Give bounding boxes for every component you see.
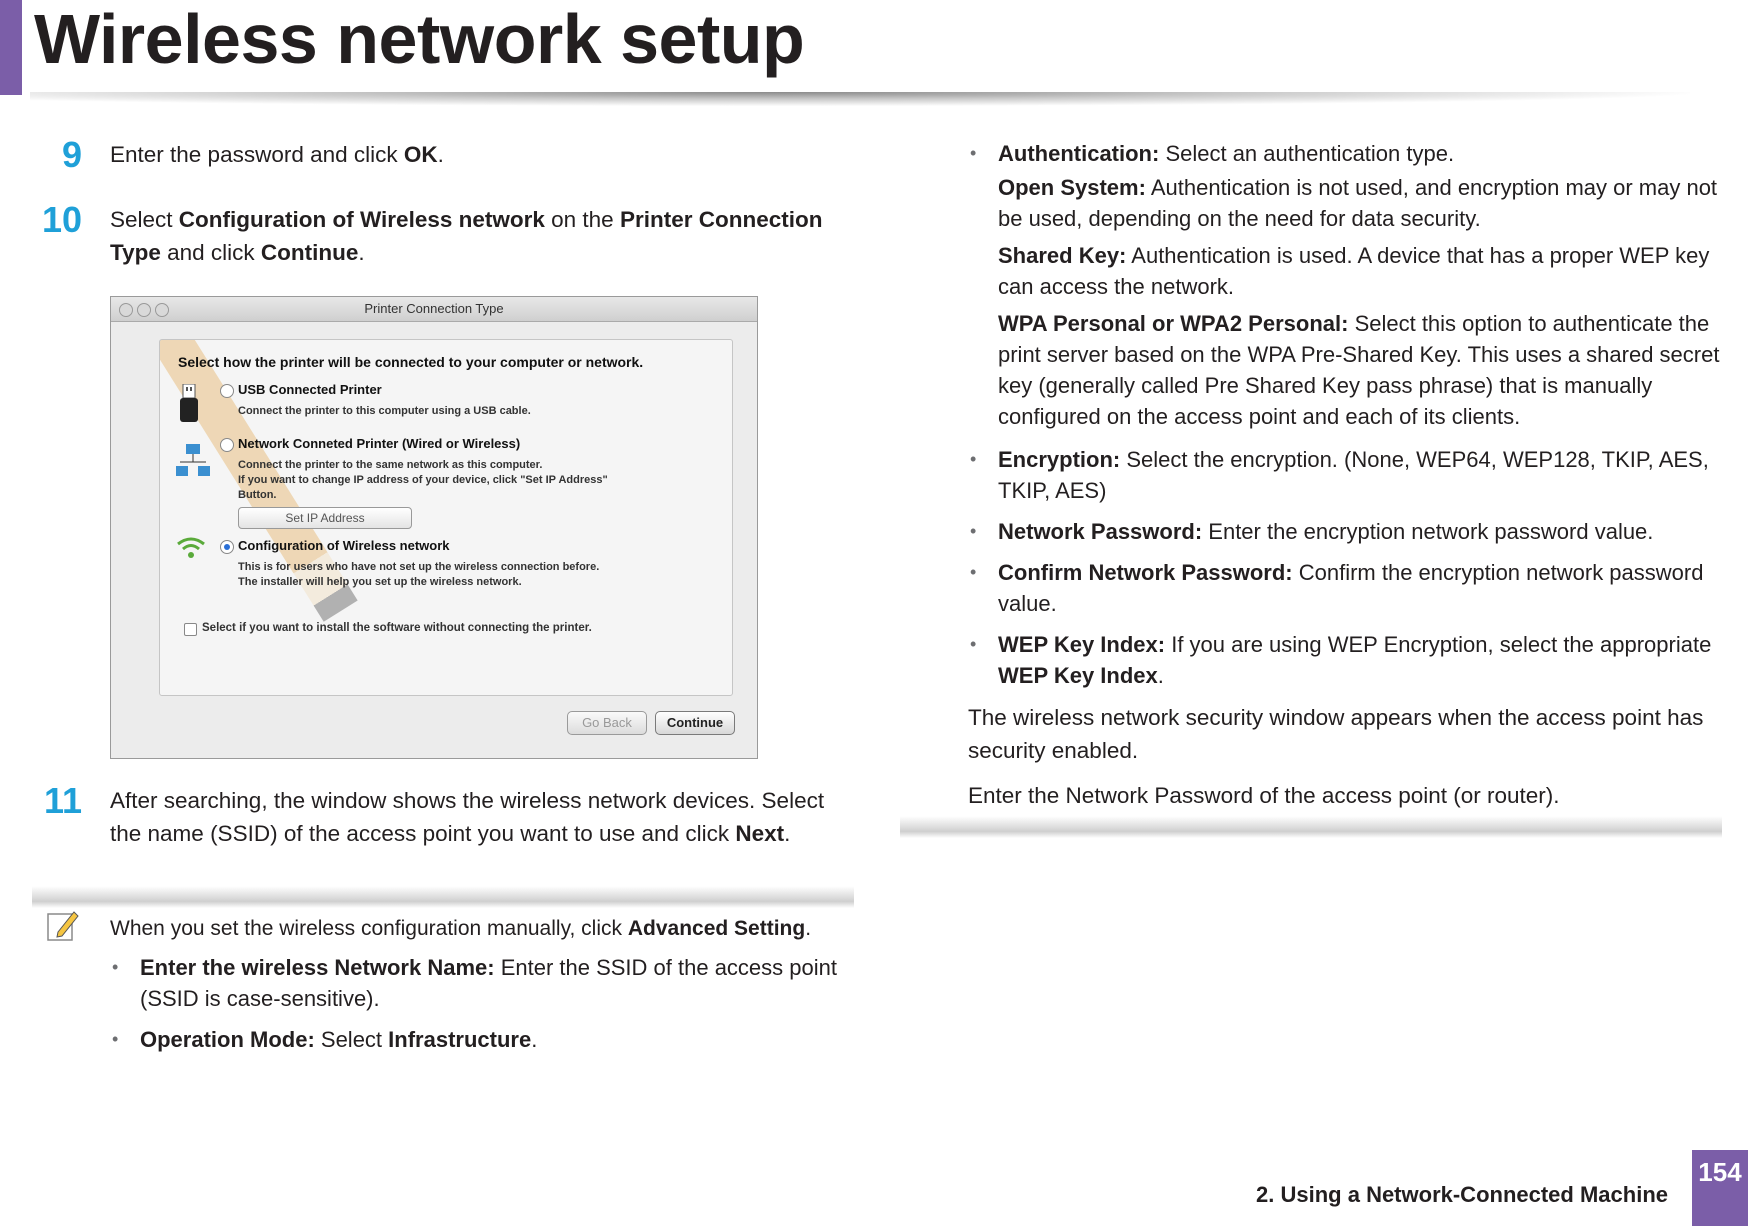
bold-term: Infrastructure xyxy=(388,1027,532,1052)
usb-option-title[interactable]: USB Connected Printer xyxy=(238,382,382,397)
bold-term: Network Password: xyxy=(998,519,1203,544)
minimize-window-icon[interactable] xyxy=(137,303,151,317)
wireless-option-radio[interactable] xyxy=(220,540,234,554)
right-note-divider xyxy=(900,816,1722,838)
list-item xyxy=(968,138,1728,169)
text: Authentication is not used, and encryption may or may not be used, depending on the need for data security. xyxy=(998,175,1718,231)
header-accent-bar xyxy=(0,0,22,95)
text: Authentication is used. A device that has a proper WEP key can access the network. xyxy=(998,243,1710,299)
dialog-title: Printer Connection Type xyxy=(364,301,504,316)
go-back-button[interactable]: Go Back xyxy=(567,711,647,735)
auth-open-system xyxy=(998,172,1728,234)
bold-term: Encryption: xyxy=(998,447,1121,472)
text: Enter the SSID of the access point (SSID is case-sensitive). xyxy=(140,955,837,1011)
list-item xyxy=(968,557,1728,619)
desc-line: The installer will help you set up the wireless network. xyxy=(238,576,522,588)
auth-list xyxy=(968,138,1728,169)
page-number: 154 xyxy=(1692,1150,1748,1226)
list-item xyxy=(968,629,1728,691)
dialog-panel xyxy=(159,339,733,696)
zoom-window-icon[interactable] xyxy=(155,303,169,317)
wireless-option-title[interactable]: Configuration of Wireless network xyxy=(238,538,450,553)
network-option-radio[interactable] xyxy=(220,438,234,452)
bold-term: Advanced Setting xyxy=(627,917,806,940)
text: After searching, the window shows the wireless network devices. Select the name (SSID) of the access point you want to use and click xyxy=(110,788,825,846)
text: . xyxy=(784,821,791,846)
note-divider xyxy=(32,886,854,908)
text: If you are using WEP Encryption, select the appropriate xyxy=(1165,632,1712,657)
bold-term: Printer Connection Type xyxy=(110,207,823,265)
list-item xyxy=(110,1024,860,1055)
security-list xyxy=(968,444,1728,691)
bold-term: Enter the wireless Network Name: xyxy=(140,955,495,980)
text: Select xyxy=(314,1027,389,1052)
bold-term: OK xyxy=(403,142,438,167)
usb-option-radio[interactable] xyxy=(220,384,234,398)
text: . xyxy=(805,917,812,940)
step-text xyxy=(110,784,850,850)
text: . xyxy=(358,240,365,265)
note-content xyxy=(110,914,860,1065)
step-number: 11 xyxy=(43,780,82,821)
checkbox-label[interactable]: Select if you want to install the software without connecting the printer. xyxy=(202,622,592,634)
set-ip-address-button[interactable]: Set IP Address xyxy=(238,507,412,529)
list-item xyxy=(110,952,860,1014)
text: Select the encryption. (None, WEP64, WEP128, TKIP, AES, TKIP, AES) xyxy=(998,447,1709,503)
bold-term: Open System: xyxy=(998,175,1146,200)
auth-shared-key xyxy=(998,240,1728,302)
network-option-desc xyxy=(238,458,608,503)
text: Select xyxy=(110,207,179,232)
list-item xyxy=(968,444,1728,506)
text: and click xyxy=(160,240,261,265)
network-icon xyxy=(176,444,210,480)
note-intro xyxy=(110,914,860,944)
step-text xyxy=(110,203,850,269)
desc-line: If you want to change IP address of your device, click "Set IP Address" xyxy=(238,474,608,486)
title-divider xyxy=(30,92,1690,106)
text: Select this option to authenticate the print server based on the WPA Pre-Shared Key. This uses a shared secret key (generally called Pre Shared Key pass phrase) that is manually configured on the access point and each of its clients. xyxy=(998,311,1720,429)
bold-term: Confirm Network Password: xyxy=(998,560,1293,585)
text: Enter the password and click xyxy=(110,142,404,167)
printer-connection-dialog xyxy=(110,296,758,759)
security-window-paragraph: The wireless network security window appears when the access point has security enabled. xyxy=(968,705,1704,763)
note-pencil-icon xyxy=(46,908,80,942)
bold-term: Configuration of Wireless network xyxy=(178,207,545,232)
bold-term: Operation Mode: xyxy=(140,1027,315,1052)
step-10 xyxy=(40,199,850,269)
text: . xyxy=(531,1027,538,1052)
dialog-heading: Select how the printer will be connected to your computer or network. xyxy=(178,354,644,370)
chapter-label: 2. Using a Network-Connected Machine xyxy=(1256,1182,1668,1207)
text: on the xyxy=(544,207,620,232)
network-option-title[interactable]: Network Conneted Printer (Wired or Wireless) xyxy=(238,436,521,451)
install-without-printer-checkbox[interactable] xyxy=(184,623,197,636)
right-column xyxy=(968,138,1728,824)
bold-term: Shared Key: xyxy=(998,243,1127,268)
bold-term: Next xyxy=(735,821,785,846)
text: Confirm the encryption network password value. xyxy=(998,560,1704,616)
wireless-option-desc xyxy=(238,560,599,590)
bold-term: WEP Key Index xyxy=(998,663,1158,688)
desc-line: Button. xyxy=(238,489,277,501)
auth-wpa xyxy=(998,308,1728,432)
close-window-icon[interactable] xyxy=(119,303,133,317)
step-number: 10 xyxy=(41,199,82,240)
usb-icon xyxy=(178,384,200,424)
continue-button[interactable]: Continue xyxy=(655,711,735,735)
text: When you set the wireless configuration manually, click xyxy=(110,917,628,940)
desc-line: Connect the printer to this computer using a USB cable. xyxy=(238,405,531,417)
step-9 xyxy=(40,134,850,175)
text: Enter the encryption network password value. xyxy=(1202,519,1654,544)
dialog-titlebar xyxy=(111,297,757,322)
bold-term: WEP Key Index: xyxy=(998,632,1166,657)
step-11 xyxy=(40,780,850,850)
network-password-paragraph: Enter the Network Password of the access point (or router). xyxy=(968,783,1560,808)
text: . xyxy=(1157,663,1164,688)
list-item xyxy=(968,516,1728,547)
step-text xyxy=(110,138,850,171)
wifi-icon xyxy=(176,536,206,560)
usb-option-desc xyxy=(238,404,531,419)
bold-term: Continue xyxy=(260,240,359,265)
bold-term: WPA Personal or WPA2 Personal: xyxy=(998,311,1349,336)
page-title: Wireless network setup xyxy=(34,0,805,78)
desc-line: This is for users who have not set up the wireless connection before. xyxy=(238,561,600,573)
text: Select an authentication type. xyxy=(1159,141,1455,166)
step-number: 9 xyxy=(61,134,82,175)
text: . xyxy=(437,142,444,167)
bold-term: Authentication: xyxy=(998,141,1160,166)
desc-line: Connect the printer to the same network as this computer. xyxy=(238,459,543,471)
note-bullets xyxy=(110,952,860,1055)
